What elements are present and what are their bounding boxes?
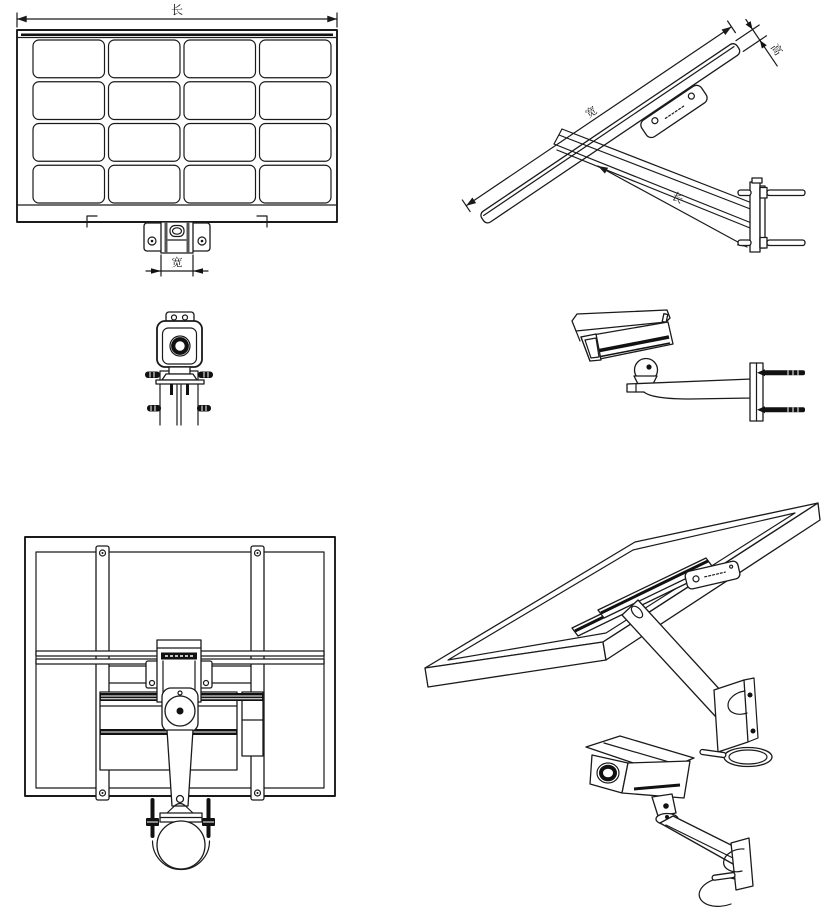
solar-cell xyxy=(184,124,256,162)
iso-camera-wall-plate xyxy=(731,838,753,890)
iso-bolt-pin xyxy=(712,872,735,880)
solar-cell xyxy=(184,165,256,203)
pole-section xyxy=(157,821,205,869)
solar-cell xyxy=(260,40,332,78)
lower-arm xyxy=(167,730,193,806)
solar-panel-front-view xyxy=(17,3,337,276)
panel-top-strip xyxy=(21,34,333,37)
u-bolt-end xyxy=(198,372,213,379)
solar-cell xyxy=(33,165,105,203)
camera-base-flare xyxy=(162,374,197,380)
iso-camera-front xyxy=(590,755,628,793)
camera-front-view xyxy=(145,312,213,425)
solar-cell xyxy=(260,124,332,162)
camera-side-view xyxy=(572,310,805,421)
solar-cell xyxy=(109,40,181,78)
solar-cell xyxy=(184,82,256,120)
assembly-isometric-view xyxy=(425,503,820,906)
u-bolt-end xyxy=(145,372,160,379)
solar-panel-side-view xyxy=(458,0,805,254)
dim-width-label: 宽 xyxy=(171,257,183,269)
panel-frame xyxy=(17,30,337,222)
vertical-rail-right xyxy=(251,546,264,800)
mount-bolt xyxy=(764,407,805,412)
solar-cell xyxy=(260,82,332,120)
solar-cell xyxy=(109,82,181,120)
solar-cell xyxy=(109,124,181,162)
dim-line-arm xyxy=(598,166,747,247)
dim-panel-label: 宽 xyxy=(583,104,600,121)
mount-bolt xyxy=(764,370,805,375)
u-bolt-end xyxy=(147,405,161,412)
solar-cell xyxy=(33,40,105,78)
solar-cell xyxy=(260,165,332,203)
solar-panel-back-view xyxy=(25,537,335,870)
shield-screw xyxy=(662,314,668,323)
iso-camera-body xyxy=(622,761,690,798)
dim-arm-label: 长 xyxy=(669,190,686,207)
u-bolt xyxy=(738,190,751,196)
panel-slab xyxy=(479,42,742,225)
solar-cell xyxy=(33,82,105,120)
u-bolt-end xyxy=(197,405,211,412)
camera-base-plate xyxy=(156,380,204,384)
dim-length-label: 长 xyxy=(170,3,184,17)
solar-cells-grid xyxy=(33,40,331,203)
camera-neck xyxy=(169,367,190,374)
solar-cell xyxy=(109,165,181,203)
solar-cell xyxy=(33,124,105,162)
support-arm xyxy=(562,129,752,203)
dim-height-label: 高 xyxy=(767,41,785,58)
iso-clamp-ring xyxy=(699,878,735,907)
solar-cell xyxy=(184,40,256,78)
u-bolt xyxy=(738,240,751,246)
